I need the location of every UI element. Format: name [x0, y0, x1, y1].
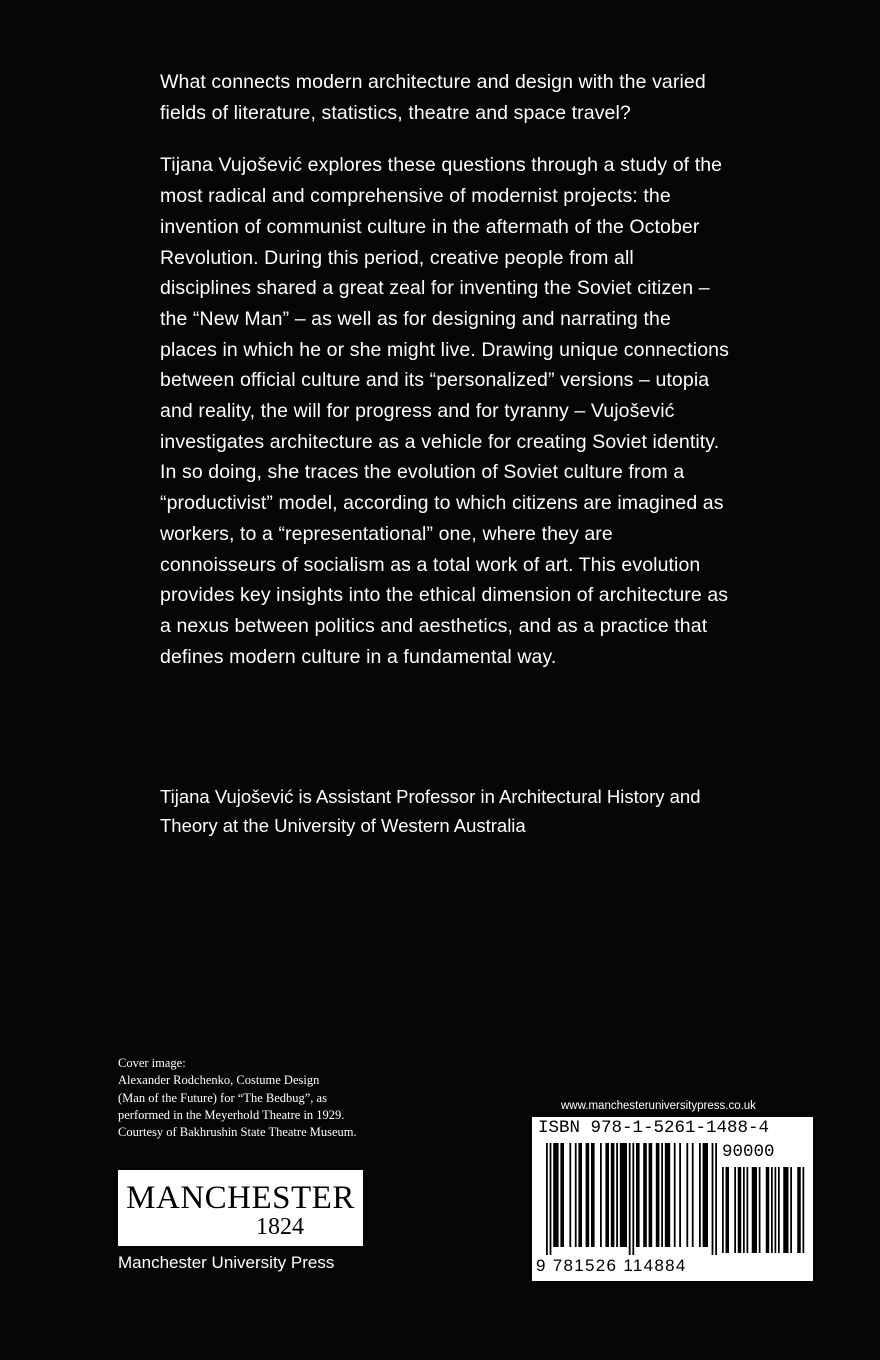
blurb-question: What connects modern architecture and design with the varied fields of literature, statistics, theatre and space travel?	[160, 71, 706, 124]
barcode-bar	[616, 1143, 618, 1247]
publisher-logo-word: MANCHESTER	[126, 1180, 355, 1216]
blurb-description: Tijana Vujošević explores these questions through a study of the most radical and comprehensive of modernist projects: the invention of communist culture in the aftermath of the October Revolution. During this period, creative people from all disciplines shared a great zeal for inventing the Soviet citizen – the “New Man” – as well as for designing and narrating the places in which he or she might live. Drawing unique connections between official culture and its “personalized” versions – utopia and reality, the will for progress and for tyranny – Vujošević investigates architecture as a vehicle for creating Soviet identity. In so doing, she traces the evolution of Soviet culture from a “productivist” model, according to which citizens are imagined as workers, to a “representational” one, where they are connoisseurs of socialism as a total work of art. This evolution provides key insights into the ethical dimension of architecture as a nexus between politics and aesthetics, and as a practice that defines modern culture in a fundamental way.	[160, 154, 729, 668]
barcode-bar	[586, 1143, 590, 1247]
barcode-bar	[778, 1167, 780, 1253]
barcode-bars	[546, 1143, 718, 1255]
barcode-bar	[766, 1167, 770, 1253]
barcode-bar	[553, 1143, 558, 1247]
barcode-bar	[578, 1143, 582, 1247]
barcode-bar	[600, 1143, 602, 1247]
barcode-bar	[611, 1143, 615, 1247]
cover-credit	[118, 1055, 418, 1141]
cover-credit-line: Cover image:	[118, 1056, 186, 1070]
barcode-guard-bar	[712, 1143, 714, 1255]
barcode-bar	[605, 1143, 609, 1247]
barcode-bar	[686, 1143, 688, 1247]
barcode-bar	[775, 1167, 777, 1253]
barcode-bar	[803, 1167, 805, 1253]
publisher-logo	[118, 1170, 363, 1246]
barcode-guard-bar	[629, 1143, 631, 1255]
barcode-bar	[734, 1167, 736, 1253]
addon-barcode-bars	[722, 1167, 806, 1255]
barcode-bar	[656, 1143, 660, 1247]
cover-credit-line: Courtesy of Bakhrushin State Theatre Museum.	[118, 1125, 357, 1140]
barcode-bar	[759, 1167, 761, 1253]
isbn-text: ISBN 978-1-5261-1488-4	[538, 1118, 770, 1138]
barcode-bar	[743, 1167, 745, 1253]
barcode-bar	[797, 1167, 801, 1253]
barcode-bar	[738, 1167, 742, 1253]
barcode-bar	[783, 1167, 788, 1253]
price-code: 90000	[722, 1142, 775, 1162]
barcode-bar	[643, 1143, 647, 1247]
barcode-bar	[636, 1143, 640, 1247]
barcode-bar	[620, 1143, 627, 1247]
barcode-bar	[569, 1143, 571, 1247]
barcode-bar	[726, 1167, 730, 1253]
barcode-bar	[649, 1143, 653, 1247]
barcode-bar	[703, 1143, 708, 1247]
ean-number: 9 781526 114884	[536, 1256, 687, 1275]
barcode-guard-bar	[546, 1143, 548, 1255]
barcode-bar	[790, 1167, 792, 1253]
barcode-bar	[747, 1167, 749, 1253]
barcode-bar	[560, 1143, 564, 1247]
barcode-bar	[679, 1143, 681, 1247]
barcode-bar	[752, 1167, 757, 1253]
barcode-bar	[591, 1143, 595, 1247]
author-bio: Tijana Vujošević is Assistant Professor in Architectural History and Theory at the University of Western Australia	[160, 786, 701, 836]
barcode-bar	[699, 1143, 701, 1247]
barcode-guard-bar	[550, 1143, 552, 1255]
barcode-guard-bar	[632, 1143, 634, 1255]
cover-credit-line: (Man of the Future) for “The Bedbug”, as	[118, 1090, 327, 1105]
barcode-bar	[575, 1143, 577, 1247]
barcode-bar	[722, 1167, 724, 1253]
barcode-bar	[665, 1143, 670, 1247]
cover-credit-line: performed in the Meyerhold Theatre in 1929.	[118, 1107, 345, 1122]
barcode-bar	[692, 1143, 694, 1247]
publisher-website: www.manchesteruniversitypress.co.uk	[561, 1100, 756, 1112]
isbn-barcode	[532, 1117, 813, 1281]
barcode-bar	[771, 1167, 773, 1253]
publisher-name: Manchester University Press	[118, 1253, 335, 1272]
barcode-guard-bar	[715, 1143, 717, 1255]
cover-credit-line: Alexander Rodchenko, Costume Design	[118, 1073, 320, 1088]
barcode-bar	[674, 1143, 676, 1247]
barcode-bar	[661, 1143, 663, 1247]
publisher-logo-year: 1824	[256, 1214, 304, 1240]
blurb	[160, 67, 730, 694]
